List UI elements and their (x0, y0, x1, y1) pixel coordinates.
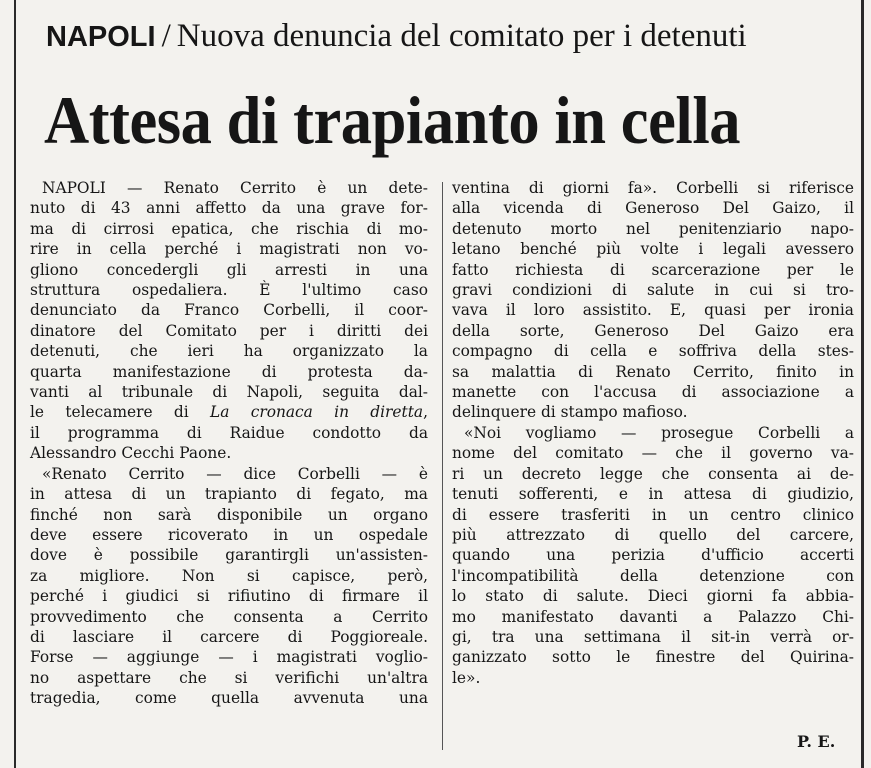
body-line: Forse — aggiunge — i magistrati voglio- (30, 648, 428, 667)
body-line: «Renato Cerrito — dice Corbelli — è (42, 464, 428, 483)
body-line: le». (452, 668, 481, 687)
tv-program-comma: , (423, 403, 428, 422)
body-line: mo manifestato davanti a Palazzo Chi- (452, 607, 854, 626)
body-line: nuto di 43 anni affetto da una grave for- (30, 199, 428, 218)
left-border-rule (14, 0, 16, 768)
tv-program-title: La cronaca in diretta (210, 403, 424, 422)
body-line: il programma di Raidue condotto da (30, 423, 428, 442)
body-line: fatto richiesta di scarcerazione per le (452, 260, 854, 279)
body-line: deve essere ricoverato in un ospedale (30, 525, 428, 544)
body-line: denunciato da Franco Corbelli, il coor- (30, 301, 428, 320)
author-signature: P. E. (797, 732, 836, 751)
body-line: provvedimento che consenta a Cerrito (30, 607, 428, 626)
body-line: della sorte, Generoso Del Gaizo era (452, 321, 854, 340)
body-line-with-program (30, 402, 428, 422)
body-line: gravi condizioni di salute in cui si tro- (452, 281, 854, 300)
body-line: ri un decreto legge che consenta ai de- (452, 464, 854, 483)
body-line: tragedia, come quella avvenuta una (30, 689, 428, 708)
column-divider (442, 182, 443, 750)
kicker-place: NAPOLI (46, 21, 156, 53)
body-line: vava il loro assistito. E, quasi per ironia (452, 301, 854, 320)
article-column-right (452, 178, 854, 688)
right-border-rule (861, 0, 864, 768)
body-line: letano benché più volte i legali avessero (452, 240, 854, 259)
body-line: gliono concedergli gli arresti in una (30, 260, 428, 279)
body-line: NAPOLI — Renato Cerrito è un dete- (42, 179, 428, 197)
body-line: finché non sarà disponibile un organo (30, 505, 428, 524)
headline: Attesa di trapianto in cella (44, 82, 741, 158)
body-line: gi, tra una settimana il sit-in verrà or- (452, 627, 854, 646)
body-line: Alessandro Cecchi Paone. (30, 444, 232, 463)
body-line: compagno di cella e soffriva della stes- (452, 342, 854, 361)
body-line: più attrezzato di quello del carcere, (452, 525, 854, 544)
body-line: vanti al tribunale di Napoli, seguita dal- (30, 383, 428, 402)
body-line: struttura ospedaliera. È l'ultimo caso (30, 281, 428, 300)
body-line: rire in cella perché i magistrati non vo- (30, 240, 428, 259)
body-line: detenuto morto nel penitenziario napo- (452, 219, 854, 238)
body-line: manette con l'accusa di associazione a (452, 383, 854, 402)
body-line: perché i giudici si rifiutino di firmare il (30, 587, 428, 606)
body-line: dinatore del Comitato per i diritti dei (30, 321, 428, 340)
body-line: quarta manifestazione di protesta da- (30, 362, 428, 381)
body-line: dove è possibile garantirgli un'assisten- (30, 546, 428, 565)
body-line: di essere trasferiti in un centro clinico (452, 505, 854, 524)
body-line: quando una perizia d'ufficio accerti (452, 546, 854, 565)
body-line: di lasciare il carcere di Poggioreale. (30, 627, 428, 646)
body-line: za migliore. Non si capisce, però, (30, 566, 428, 585)
article-column-left (30, 178, 428, 709)
body-line: l'incompatibilità della detenzione con (452, 566, 854, 585)
body-line: no aspettare che si verifichi un'altra (30, 668, 428, 687)
body-line: «Noi vogliamo — prosegue Corbelli a (464, 423, 854, 442)
kicker (46, 14, 846, 59)
body-line: in attesa di un trapianto di fegato, ma (30, 485, 428, 504)
body-line: delinquere di stampo mafioso. (452, 403, 688, 422)
body-line: detenuti, che ieri ha organizzato la (30, 342, 428, 361)
body-line: ventina di giorni fa». Corbelli si riferisce (452, 179, 854, 197)
body-line: ma di cirrosi epatica, che rischia di mo- (30, 219, 428, 238)
body-line: sa malattia di Renato Cerrito, finito in (452, 362, 854, 381)
body-line: alla vicenda di Generoso Del Gaizo, il (452, 199, 854, 218)
kicker-text: Nuova denuncia del comitato per i detenuti (176, 18, 747, 54)
body-line: tenuti sofferenti, e in attesa di giudizio, (452, 485, 854, 504)
body-line-text: le telecamere di (30, 403, 189, 422)
kicker-separator: / (161, 18, 171, 54)
body-line: lo stato di salute. Dieci giorni fa abbia- (452, 587, 854, 606)
body-line: nome del comitato — che il governo va- (452, 444, 854, 463)
body-line: ganizzato sotto le finestre del Quirina- (452, 648, 854, 667)
